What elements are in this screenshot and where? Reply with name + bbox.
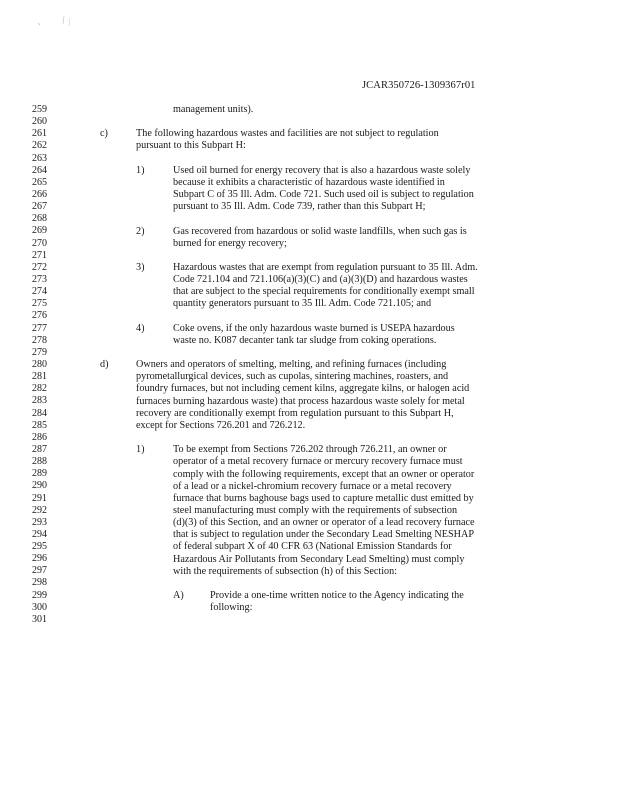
line-number: 294 [32,528,47,540]
subsection-d-text: furnaces burning hazardous waste) that process hazardous waste solely for metal [136,395,465,407]
item-c3-text: quantity generators pursuant to 35 Ill. Adm. Code 721.105; and [173,298,432,310]
line-number: 286 [32,431,47,443]
item-d1-text: operator of a metal recovery furnace or mercury recovery furnace must [173,456,463,468]
subsection-d-text: pyrometallurgical devices, such as cupolas, sintering machines, roasters, and [136,371,449,383]
line-number: 267 [32,201,47,213]
item-marker-d1: 1) [136,444,145,456]
line-number: 280 [32,358,47,370]
line-number: 259 [32,104,47,115]
item-d1-text: comply with the following requirements, except that an owner or operator [173,468,475,480]
line-number-column [32,104,47,626]
item-d1-A-text: following: [210,602,253,614]
line-number: 288 [32,456,47,468]
item-marker-c4: 4) [136,322,145,334]
line-number: 270 [32,237,47,249]
item-d1-text: of federal subpart X of 40 CFR 63 (National Emission Standards for [173,541,452,553]
item-marker-d1-A: A) [173,590,184,601]
line-number: 268 [32,213,47,225]
line-number: 278 [32,334,47,346]
item-marker-c3: 3) [136,261,145,273]
line-number: 299 [32,589,47,601]
line-number: 263 [32,152,47,164]
item-d1-text: with the requirements of subsection (h) of this Section: [173,565,398,577]
scan-artifact-marks [36,14,76,28]
item-c1-text: because it exhibits a characteristic of hazardous waste identified in [173,176,445,188]
line-number: 284 [32,407,47,419]
item-c3-text: Code 721.104 and 721.106(a)(3)(C) and (a)(3)(D) and hazardous wastes [173,274,468,286]
item-c4-text: Coke ovens, if the only hazardous waste burned is USEPA hazardous [173,322,455,334]
item-c2-text: burned for energy recovery; [173,237,287,249]
item-d1-A-text: Provide a one-time written notice to the Agency indicating the [210,590,464,601]
line-number: 290 [32,480,47,492]
item-marker-c2: 2) [136,225,145,237]
line-number: 265 [32,176,47,188]
line-number: 298 [32,577,47,589]
line-number: 283 [32,395,47,407]
line-number: 262 [32,140,47,152]
item-d1-text: furnace that burns baghouse bags used to capture metallic dust emitted by [173,492,474,504]
item-d1-text: (d)(3) of this Section, and an owner or operator of a lead recovery furnace [173,517,475,529]
line-number: 285 [32,419,47,431]
line-number: 264 [32,164,47,176]
line-number: 287 [32,443,47,455]
line-number: 295 [32,541,47,553]
line-number: 273 [32,273,47,285]
item-d1-text: of a lead or a nickel-chromium recovery furnace or a metal recovery [173,480,452,492]
subsection-d-text: except for Sections 726.201 and 726.212. [136,419,306,431]
line-number: 296 [32,553,47,565]
item-marker-c1: 1) [136,164,145,176]
item-d1-text: To be exempt from Sections 726.202 through 726.211, an owner or [173,444,447,456]
subsection-c-text: The following hazardous wastes and facilities are not subject to regulation [136,128,439,140]
line-number: 293 [32,516,47,528]
subsection-d-text: Owners and operators of smelting, melting, and refining furnaces (including [136,359,447,371]
subsection-d-text: recovery are conditionally exempt from regulation pursuant to this Subpart H, [136,407,454,419]
line-number: 261 [32,128,47,140]
subsection-marker-c: c) [100,128,108,140]
subsection-marker-d: d) [100,359,109,371]
line-number: 301 [32,613,47,625]
subsection-d-text: foundry furnaces, but not including cement kilns, aggregate kilns, or halogen acid [136,383,470,395]
line-number: 260 [32,116,47,128]
line-number: 271 [32,249,47,261]
line-number: 300 [32,601,47,613]
item-c2-text: Gas recovered from hazardous or solid waste landfills, when such gas is [173,225,467,237]
item-c1-text: Subpart C of 35 Ill. Adm. Code 721. Such used oil is subject to regulation [173,189,474,201]
item-c3-text: Hazardous wastes that are exempt from regulation pursuant to 35 Ill. Adm. [173,261,478,273]
line-number: 274 [32,286,47,298]
item-c3-text: that are subject to the special requirements for conditionally exempt small [173,286,475,298]
line-number: 297 [32,565,47,577]
item-d1-text: steel manufacturing must comply with the requirements of subsection [173,504,458,516]
line-number: 266 [32,188,47,200]
item-d1-text: Hazardous Air Pollutants from Secondary Lead Smelting) must comply [173,553,465,565]
line-number: 272 [32,261,47,273]
item-c1-text: pursuant to 35 Ill. Adm. Code 739, rather than this Subpart H; [173,201,426,213]
line-number: 291 [32,492,47,504]
line-number: 277 [32,322,47,334]
line-number: 279 [32,346,47,358]
item-c1-text: Used oil burned for energy recovery that is also a hazardous waste solely [173,164,471,176]
line-number: 282 [32,383,47,395]
line-number: 289 [32,468,47,480]
line-number: 281 [32,371,47,383]
item-c4-text: waste no. K087 decanter tank tar sludge from coking operations. [173,334,437,346]
line-number: 292 [32,504,47,516]
subsection-c-text: pursuant to this Subpart H: [136,140,246,152]
line-number: 275 [32,298,47,310]
carryover-text: management units). [173,104,254,115]
document-id: JCAR350726-1309367r01 [362,80,476,91]
line-number: 269 [32,225,47,237]
line-number: 276 [32,310,47,322]
item-d1-text: that is subject to regulation under the Secondary Lead Smelting NESHAP [173,529,475,541]
